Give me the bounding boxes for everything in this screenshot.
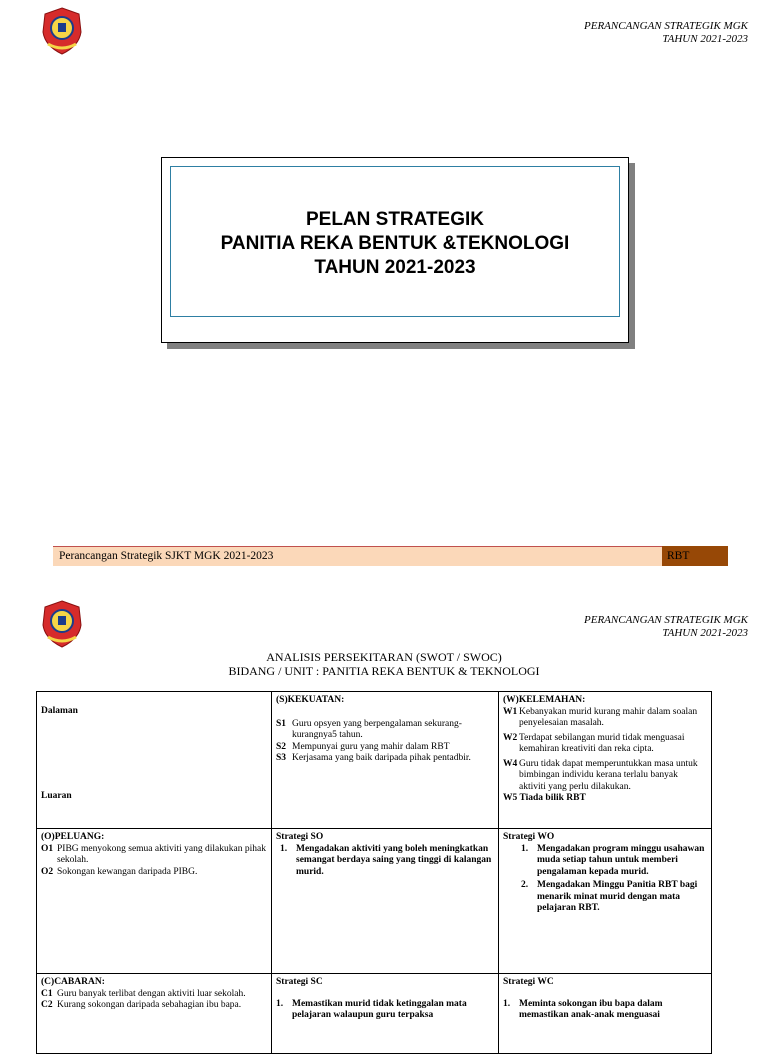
header-line2: TAHUN 2021-2023: [662, 33, 748, 45]
list-item: 2. Mengadakan Minggu Panitia RBT bagi menarik minat murid dengan mata pelajaran RBT.: [521, 880, 698, 913]
dalaman-luaran-cell: [37, 692, 272, 829]
footer-subject: RBT: [662, 546, 728, 566]
title-box-inner: [170, 166, 620, 317]
strategi-wc-cell: [499, 974, 712, 1054]
footer-text: Perancangan Strategik SJKT MGK 2021-2023: [53, 546, 662, 566]
analysis-heading: ANALISIS PERSEKITARAN (SWOT / SWOC): [266, 650, 502, 664]
table-row: [37, 974, 712, 1054]
dalaman-label: Dalaman: [41, 706, 78, 716]
list-item: W1 Kebanyakan murid kurang mahir dalam soalan penyelesaian masalah.: [503, 706, 698, 728]
kelemahan-title: (W)KELEMAHAN:: [503, 695, 586, 705]
strategi-sc-title: Strategi SC: [276, 977, 323, 987]
swot-table: [36, 691, 712, 1054]
page2-header: [584, 614, 748, 640]
cabaran-title: (C)CABARAN:: [41, 977, 105, 987]
list-item: S3 Kerjasama yang baik daripada pihak pentadbir.: [276, 753, 471, 763]
list-item: O1 PIBG menyokong semua aktiviti yang dilakukan pihak sekolah.: [41, 843, 266, 865]
title-line1: PELAN STRATEGIK: [305, 209, 485, 230]
kelemahan-w5: W5 Tiada bilik RBT: [503, 793, 586, 803]
list-item: W4 Guru tidak dapat memperuntukkan masa untuk bimbingan individu kerana terlalu banyak aktiviti yang perlu dilakukan.: [503, 758, 698, 792]
title-line3: TAHUN 2021-2023: [314, 257, 476, 278]
peluang-cell: [37, 829, 272, 974]
list-item: S2 Mempunyai guru yang mahir dalam RBT: [276, 741, 450, 752]
strategi-wo-title: Strategi WO: [503, 832, 555, 842]
list-item: C1 Guru banyak terlibat dengan aktiviti luar sekolah.: [41, 988, 246, 999]
header-line1: PERANCANGAN STRATEGIK MGK: [584, 614, 748, 626]
table-row: [37, 692, 712, 829]
strategi-wc-title: Strategi WC: [503, 977, 554, 987]
title-box: [161, 157, 629, 343]
list-item: 1. Mengadakan program minggu usahawan muda setiap tahun untuk memberi pengalaman kepada murid.: [521, 843, 705, 877]
strategi-so-cell: [272, 829, 499, 974]
page-footer: [53, 546, 728, 566]
list-item: S1 Guru opsyen yang berpengalaman sekurang-kurangnya5 tahun.: [276, 718, 462, 740]
list-item: C2 Kurang sokongan daripada sebahagian ibu bapa.: [41, 1000, 242, 1010]
strategi-wo-cell: [499, 829, 712, 974]
school-logo-icon: [39, 599, 85, 649]
cabaran-cell: [37, 974, 272, 1054]
list-item: 1. Memastikan murid tidak ketinggalan mata pelajaran walaupun guru terpaksa: [276, 998, 467, 1020]
kelemahan-cell: [499, 692, 712, 829]
table-row: [37, 829, 712, 974]
header-line1: PERANCANGAN STRATEGIK MGK: [584, 20, 748, 32]
peluang-title: (O)PELUANG:: [41, 832, 105, 842]
page1-header: [584, 20, 748, 46]
luaran-label: Luaran: [41, 791, 72, 801]
list-item: 1. Mengadakan aktiviti yang boleh meningkatkan semangat berdaya saing yang tinggi di kalangan murid.: [280, 843, 492, 877]
kekuatan-title: (S)KEKUATAN:: [276, 695, 345, 705]
header-line2: TAHUN 2021-2023: [662, 627, 748, 639]
list-item: 1. Meminta sokongan ibu bapa dalam memastikan anak-anak menguasai: [503, 998, 663, 1020]
school-logo-icon: [39, 6, 85, 56]
title-line2: PANITIA REKA BENTUK &TEKNOLOGI: [220, 233, 570, 254]
list-item: W2 Terdapat sebilangan murid tidak menguasai kemahiran kreativiti dan reka cipta.: [503, 732, 685, 754]
list-item: O2 Sokongan kewangan daripada PIBG.: [41, 866, 198, 877]
unit-heading: BIDANG / UNIT : PANITIA REKA BENTUK & TEKNOLOGI: [228, 664, 540, 678]
strategi-sc-cell: [272, 974, 499, 1054]
strategi-so-title: Strategi SO: [276, 832, 324, 842]
kekuatan-cell: [272, 692, 499, 829]
